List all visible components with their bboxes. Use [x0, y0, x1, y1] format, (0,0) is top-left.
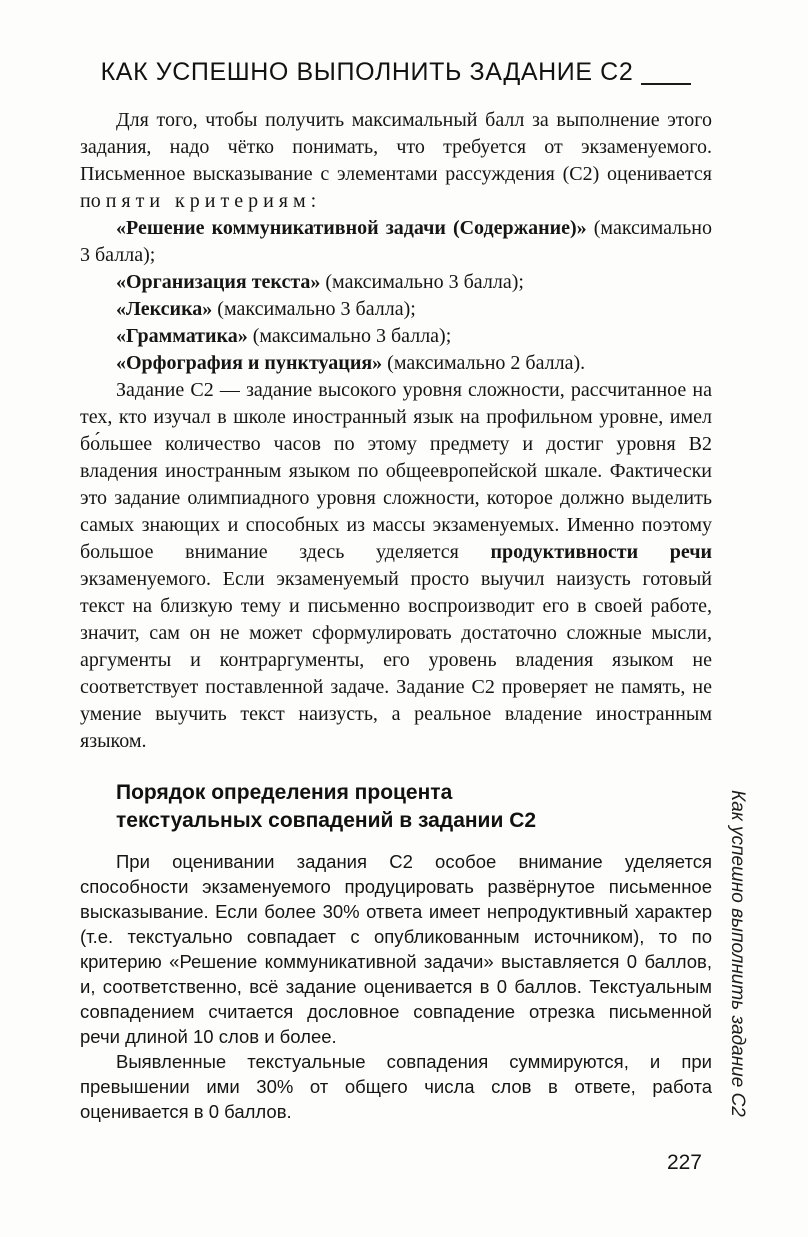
criteria-item-1: [80, 215, 712, 269]
criteria-term: «Грамматика»: [116, 325, 248, 347]
criteria-item-5: [80, 350, 712, 377]
section-heading-line-1: Порядок определения процента: [116, 781, 453, 804]
body-text-2: экзаменуемого. Если экзаменуемый просто выучил наизусть готовый текст на близкую тему и письменно воспроизводит его в своей работе, значит, сам он не может сформулировать достаточно сложные мысли, аргументы и контраргументы, его уровень владения языком не соответствует поставленной задаче. Задание С2 проверяет не память, не умение выучить текст наизусть, а реальное владение иностранным языком.: [80, 568, 712, 752]
text-column: [80, 58, 712, 1124]
intro-text: Для того, чтобы получить максимальный балл за выполнение этого задания, надо чётко понимать, что требуется от экзаменуемого. Письменное высказывание с элементами рассуждения (С2) оценивается по: [80, 109, 712, 212]
criteria-term: «Орфография и пунктуация»: [116, 352, 383, 374]
intro-spaced-text: пяти критериям:: [105, 190, 322, 212]
section-paragraph-2: Выявленные текстуальные совпадения суммируются, и при превышении ими 30% от общего числа слов в ответе, работа оценивается в 0 баллов.: [80, 1051, 712, 1122]
body-text-1: Задание С2 — задание высокого уровня сложности, рассчитанное на тех, кто изучал в школе иностранный язык на профильном уровне, имел бо́льшее количество часов по этому предмету и достиг уровня В2 владения иностранным языком по общеевропейской шкале. Фактически это задание олимпиадного уровня сложности, которое должно выделить самых знающих и способных из массы экзаменуемых. Именно поэтому большое внимание здесь уделяется: [80, 379, 712, 563]
criteria-item-2: [80, 269, 712, 296]
criteria-points: (максимально 3 балла);: [320, 271, 524, 293]
intro-paragraph: [80, 107, 712, 215]
body-paragraph: [80, 377, 712, 755]
page-title-text: КАК УСПЕШНО ВЫПОЛНИТЬ ЗАДАНИЕ С2: [100, 58, 634, 86]
criteria-term: «Лексика»: [116, 298, 213, 320]
section-paragraph-1: При оценивании задания С2 особое внимание уделяется способности экзаменуемого продуцировать развёрнутое письменное высказывание. Если более 30% ответа имеет непродуктивный характер (т.е. текстуально совпадает с опубликованным источником), то по критерию «Решение коммуникативной задачи» выставляется 0 баллов, и, соответственно, всё задание оценивается в 0 баллов. Текстуальным совпадением считается дословное совпадение отрезка письменной речи длиной 10 слов и более.: [80, 851, 712, 1047]
criteria-item-3: [80, 296, 712, 323]
page-title: [80, 58, 712, 87]
criteria-points: (максимально 2 балла).: [382, 352, 586, 374]
section-heading: [116, 779, 712, 835]
criteria-item-4: [80, 323, 712, 350]
criteria-points: (максимально 3 балла);: [212, 298, 416, 320]
body-emphasis: продуктивности речи: [490, 541, 712, 563]
criteria-points: (максимально 3 балла);: [247, 325, 452, 347]
title-underline-rule: [641, 83, 691, 85]
running-title-vertical: Как успешно выполнить задание С2: [727, 790, 748, 1117]
criteria-term: «Организация текста»: [116, 271, 321, 293]
page-number: 227: [666, 1151, 702, 1174]
section-heading-line-2: текстуальных совпадений в задании С2: [116, 809, 537, 832]
criteria-term: «Решение коммуникативной задачи (Содержание)»: [116, 217, 587, 239]
criteria-points: (максимально 3 балла);: [80, 217, 712, 266]
